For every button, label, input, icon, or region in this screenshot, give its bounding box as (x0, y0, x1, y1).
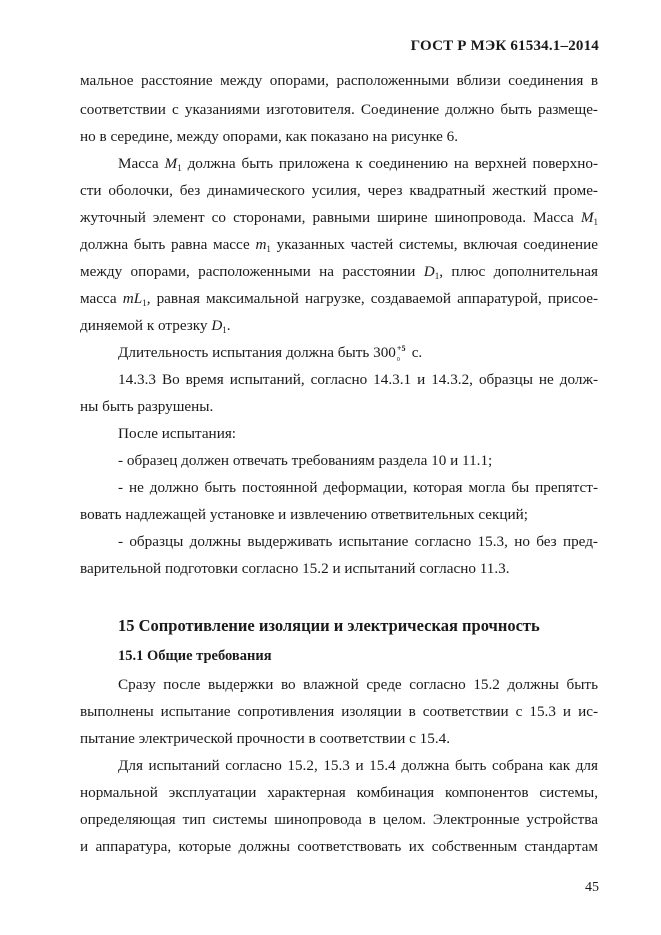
list-item: варительной подготовки согласно 15.2 и испытаний согласно 11.3. (80, 560, 510, 577)
list-item: - образец должен отвечать требованиям раздела 10 и 11.1; (118, 452, 493, 469)
text-line: между опорами, расположенными на расстоянии $D_1$, плюс дополнительная (80, 263, 598, 281)
text-line: нормальной эксплуатации характерная комбинация компонентов системы, (80, 784, 598, 801)
text-line: выполнены испытание сопротивления изоляции в соответствии с 15.3 и ис- (80, 703, 598, 720)
text-line: и аппаратура, которые должны соответствовать их собственным стандартам (80, 838, 598, 855)
list-item: - образцы должны выдерживать испытание согласно 15.3, но без пред- (118, 533, 598, 550)
text-line: После испытания: (118, 425, 237, 442)
text-line: мальное расстояние между опорами, расположенными вблизи соединения в (80, 72, 598, 89)
text-line: пытание электрической прочности в соответствии с 15.4. (80, 730, 451, 747)
tolerance: +5 0 (396, 344, 406, 363)
text-line: Сразу после выдержки во влажной среде согласно 15.2 должны быть (118, 676, 598, 693)
list-item: - не должно быть постоянной деформации, которая могла бы препятст- (118, 479, 598, 496)
text-line: Масса $M_1$ должна быть приложена к соединению на верхней поверхно- (118, 155, 598, 173)
text-line: Для испытаний согласно 15.2, 15.3 и 15.4 должна быть собрана как для (118, 757, 598, 774)
text-line: сти оболочки, без динамического усилия, через квадратный жесткий проме- (80, 182, 598, 199)
text-line: жуточный элемент со сторонами, равными ширине шинопровода. Масса $M_1$ (80, 209, 598, 227)
document-header: ГОСТ Р МЭК 61534.1–2014 (410, 38, 599, 54)
text-line: Длительность испытания должна быть 300 +5 0 с. (118, 344, 423, 363)
section-heading: 15 Сопротивление изоляции и электрическая прочность (118, 616, 540, 635)
text-line: определяющая тип системы шинопровода в целом. Электронные устройства (80, 811, 598, 828)
text-line: должна быть равна массе $m_1$ указанных частей системы, включая соединение (80, 236, 599, 254)
text-line: но в середине, между опорами, как показано на рисунке 6. (80, 128, 459, 145)
text-line: масса $mL_1$, равная максимальной нагрузке, создаваемой аппаратурой, присое- (80, 290, 599, 308)
text-line: 14.3.3 Во время испытаний, согласно 14.3.1 и 14.3.2, образцы не долж- (118, 371, 598, 388)
subsection-heading: 15.1 Общие требования (118, 648, 272, 664)
text-line: диняемой к отрезку $D_1$. (80, 317, 231, 335)
page-number: 45 (585, 880, 599, 895)
text-line: ны быть разрушены. (80, 398, 214, 415)
text-line: соответствии с указаниями изготовителя. Соединение должно быть размеще- (80, 101, 598, 118)
list-item: вовать надлежащей установке и извлечению ответвительных секций; (80, 506, 528, 523)
